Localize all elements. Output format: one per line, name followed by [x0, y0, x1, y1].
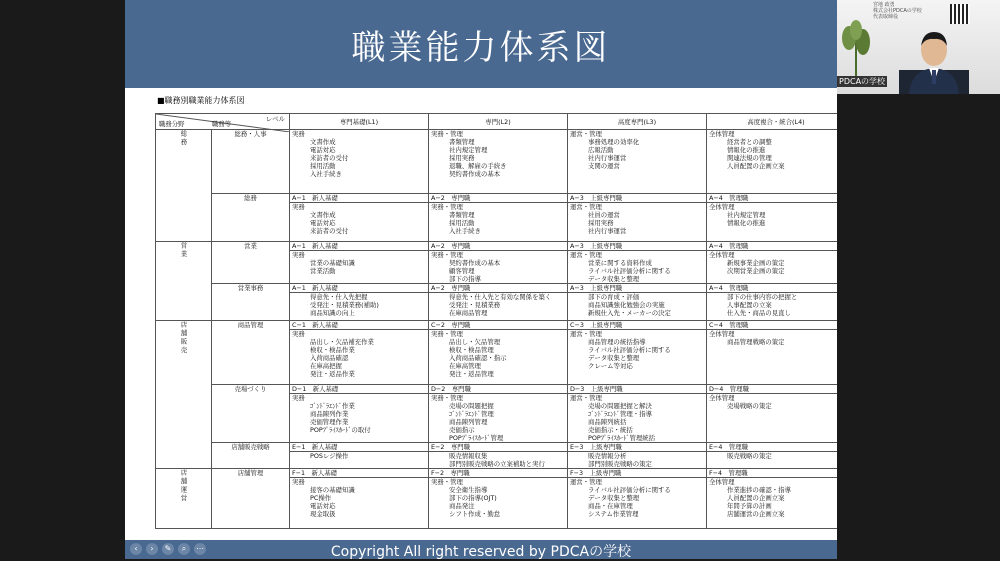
task-item: 商品知識の向上	[310, 309, 355, 317]
task-item: 部下の指導(OJT)	[449, 494, 497, 502]
task-item: 得意先・仕入先把握	[310, 293, 368, 301]
task-item: 検収・検品管理	[449, 346, 494, 354]
task-item: 支関の運営	[588, 162, 620, 170]
level-code: A−1 新人基礎	[290, 284, 428, 293]
table-row	[156, 130, 838, 194]
level-cell	[290, 443, 429, 469]
level-cell	[568, 194, 707, 242]
task-item: 関連法規の管理	[727, 154, 772, 162]
copyright-text: Copyright All right reserved by PDCAの学校	[330, 544, 632, 560]
level-cell	[429, 130, 568, 194]
header-corner	[156, 114, 290, 130]
level-code: C−2 専門職	[429, 321, 567, 330]
next-icon[interactable]: ›	[146, 543, 158, 555]
category-label: 店舗販売	[179, 321, 188, 355]
level-cell	[568, 385, 707, 443]
task-item: 採用活動	[310, 162, 336, 170]
task-item: 売価指示	[449, 426, 475, 434]
task-item: 店舗運営の企画立案	[727, 510, 785, 518]
task-item: 社内行事運営	[588, 154, 627, 162]
level-code: A−2 専門職	[429, 284, 567, 293]
task-item: 経営者との調整	[727, 138, 772, 146]
task-heading: 全体管理	[709, 478, 735, 486]
table-row	[156, 194, 838, 242]
task-item: 在庫高管理	[449, 362, 481, 370]
more-icon[interactable]: ⋯	[196, 544, 204, 553]
task-item: 販売戦略の策定	[727, 452, 772, 460]
nameplate	[873, 2, 922, 20]
table-row	[156, 385, 838, 443]
task-item: 安全衛生指導	[449, 486, 488, 494]
task-heading: 実務・管理	[431, 394, 463, 402]
task-item: 発注・返品管理	[449, 370, 494, 378]
task-item: 商品陳列作業	[310, 410, 349, 418]
corner-category-label: 職務分野	[159, 120, 185, 128]
task-item: システム作業管理	[588, 510, 639, 518]
level-cell	[290, 194, 429, 242]
webcam-overlay-label: PDCAの学校	[839, 77, 886, 86]
prev-icon[interactable]: ‹	[130, 543, 142, 555]
task-item: 入社手続き	[449, 227, 481, 235]
nameplate-line: 代表取締役	[873, 14, 899, 20]
task-item: 販売情報収集	[449, 452, 488, 460]
slide	[125, 0, 837, 559]
level-cell	[707, 385, 838, 443]
task-item: 電話対応	[310, 502, 336, 510]
task-item: 販売情報分析	[588, 452, 627, 460]
task-item: 来訪者の受付	[310, 154, 349, 162]
task-item: 入社手続き	[310, 170, 342, 178]
level-code: A−3 上級専門職	[568, 194, 706, 203]
presenter-avatar	[899, 22, 969, 94]
task-item: 事務処理の効率化	[588, 138, 640, 146]
table-row	[156, 321, 838, 385]
level-cell	[429, 194, 568, 242]
task-heading: 運営・管理	[570, 478, 602, 486]
task-heading: 実務	[292, 394, 305, 402]
job-label: 総務・人事	[212, 130, 290, 194]
level-cell	[568, 321, 707, 385]
category-cell	[156, 469, 212, 529]
level-cell	[707, 194, 838, 242]
level-code: A−4 管理職	[707, 242, 837, 251]
task-item: 営業の基礎知識	[310, 259, 355, 267]
task-item: 来訪者の受付	[310, 227, 349, 235]
level-code: C−1 新人基礎	[290, 321, 428, 330]
level-code: F−4 管理職	[707, 469, 837, 478]
task-item: 人員配置の企画立案	[727, 162, 785, 170]
level-code: A−1 新人基礎	[290, 242, 428, 251]
category-label: 総務	[179, 130, 188, 147]
task-heading: 実務	[292, 330, 305, 338]
task-heading: 実務・管理	[431, 130, 463, 138]
task-item: 受発注・見積業務	[449, 301, 501, 309]
task-item: 電話対応	[310, 146, 336, 154]
task-item: 部門別販売戦略の策定	[588, 460, 652, 468]
task-item: 商品・在庫管理	[588, 502, 633, 510]
task-item: 発注・返品作業	[310, 370, 355, 378]
level-cell	[707, 321, 838, 385]
task-item: 商品陳列統括	[588, 418, 627, 426]
level-cell	[568, 469, 707, 529]
level-code: D−3 上級専門職	[568, 385, 706, 394]
level-code: A−2 専門職	[429, 194, 567, 203]
task-item: POSレジ操作	[310, 452, 349, 460]
task-item: データ収集と整理	[588, 275, 640, 283]
task-item: 入荷商品確認	[310, 354, 349, 362]
zoom-icon[interactable]: ⌕	[178, 543, 190, 555]
task-heading: 運営・管理	[570, 330, 602, 338]
level-cell	[429, 385, 568, 443]
task-item: 在庫高把握	[310, 362, 342, 370]
job-label: 営業事務	[212, 284, 290, 321]
slide-footer	[125, 540, 837, 559]
task-item: 接客の基礎知識	[310, 486, 355, 494]
task-item: ライバル社評価分析に関する	[588, 486, 671, 494]
task-item: 書類管理	[449, 138, 475, 146]
task-item: 社員の運営	[588, 211, 620, 219]
task-item: 売価指示・統括	[588, 426, 633, 434]
task-item: クレーム等対応	[588, 362, 633, 370]
task-heading: 運営・管理	[570, 394, 602, 402]
task-heading: 全体管理	[709, 394, 735, 402]
level-code: A−3 上級専門職	[568, 284, 706, 293]
table-row	[156, 469, 838, 529]
slide-title: 職業能力体系図	[351, 27, 611, 68]
task-item: ライバル社評価分析に関する	[588, 267, 671, 275]
level-code: E−4 管理職	[707, 443, 837, 452]
task-item: シフト作成・勤怠	[449, 510, 501, 518]
task-item: POPﾌﾟﾗｲｽｶｰﾄﾞの取付	[310, 426, 371, 434]
task-item: 仕入先・商品の見直し	[727, 309, 791, 317]
task-heading: 実務・管理	[431, 330, 463, 338]
task-item: 商品管理の統括指導	[588, 338, 646, 346]
nameplate-line: 株式会社PDCAの学校	[873, 8, 922, 14]
task-item: 広報活動	[588, 146, 614, 154]
title-bar	[125, 0, 837, 88]
task-heading: 運営・管理	[570, 203, 602, 211]
pen-icon[interactable]: ✎	[162, 543, 174, 555]
task-heading: 運営・管理	[570, 130, 602, 138]
task-heading: 全体管理	[709, 251, 735, 259]
level-code: D−2 専門職	[429, 385, 567, 394]
category-cell	[156, 321, 212, 469]
level-cell	[290, 385, 429, 443]
task-heading: 実務・管理	[431, 251, 463, 259]
task-item: 品出し・欠品補充作業	[310, 338, 374, 346]
level-cell	[290, 242, 429, 284]
table-row	[156, 284, 838, 321]
corner-job-label: 職務等	[212, 120, 232, 128]
column-header: 高度複合・統合(L4)	[707, 114, 838, 130]
level-cell	[429, 321, 568, 385]
level-cell	[290, 469, 429, 529]
corner-level-label: レベル	[265, 115, 285, 123]
level-cell	[568, 242, 707, 284]
task-heading: 全体管理	[709, 203, 735, 211]
level-cell	[707, 443, 838, 469]
task-heading: 運営・管理	[570, 251, 602, 259]
level-cell	[429, 443, 568, 469]
level-code: D−4 管理職	[707, 385, 837, 394]
level-code: A−2 専門職	[429, 242, 567, 251]
level-code: E−3 上級専門職	[568, 443, 706, 452]
task-item: 情報化の推進	[727, 219, 766, 227]
task-item: 現金取扱	[310, 510, 336, 518]
level-cell	[707, 469, 838, 529]
level-code: A−4 管理職	[707, 284, 837, 293]
task-item: 商品陳列管理	[449, 418, 488, 426]
column-header: 専門基礎(L1)	[290, 114, 429, 130]
plant-icon	[841, 20, 871, 80]
level-code: E−2 専門職	[429, 443, 567, 452]
task-item: ｺﾞﾝﾄﾞﾗｴﾝﾄﾞ管理・指導	[588, 410, 652, 418]
task-item: 商品知識強化勉強会の実施	[588, 301, 665, 309]
task-item: 書類管理	[449, 211, 475, 219]
task-item: データ収集と整理	[588, 494, 640, 502]
task-item: 部門別販売戦略の立案補助と実行	[449, 460, 545, 468]
level-cell	[568, 130, 707, 194]
category-cell	[156, 242, 212, 321]
task-item: 営業活動	[310, 267, 336, 275]
task-item: 品出し・欠品管理	[449, 338, 501, 346]
table-header-row	[156, 114, 838, 130]
task-heading: 実務・管理	[431, 203, 463, 211]
job-label: 店舗販売戦略	[212, 443, 290, 469]
task-item: 売場の問題把握	[449, 402, 494, 410]
task-item: 文書作成	[310, 211, 336, 219]
level-cell	[290, 130, 429, 194]
level-cell	[290, 284, 429, 321]
task-item: 新規事業企画の策定	[727, 259, 785, 267]
task-item: 入荷商品確認・指示	[449, 354, 507, 362]
task-item: 作業進捗の確認・指導	[727, 486, 791, 494]
task-item: 契約書作成の基本	[449, 259, 501, 267]
task-heading: 全体管理	[709, 330, 735, 338]
task-item: 部下の指導	[449, 275, 481, 283]
job-label: 売場づくり	[212, 385, 290, 443]
task-item: 電話対応	[310, 219, 336, 227]
level-code: D−1 新人基礎	[290, 385, 428, 394]
task-item: ｺﾞﾝﾄﾞﾗｴﾝﾄﾞ管理	[449, 410, 494, 418]
level-cell	[568, 443, 707, 469]
task-heading: 実務・管理	[431, 478, 463, 486]
task-item: 在庫商品管理	[449, 309, 488, 317]
job-label: 営業	[212, 242, 290, 284]
table-row	[156, 443, 838, 469]
level-cell	[568, 284, 707, 321]
task-item: 新規仕入先・メーカーの決定	[588, 309, 671, 317]
task-item: 商品管理戦略の策定	[727, 338, 785, 346]
task-heading: 実務	[292, 203, 305, 211]
task-item: 契約書作成の基本	[449, 170, 501, 178]
category-label: 営業	[179, 242, 188, 259]
task-item: 社内行事運営	[588, 227, 627, 235]
level-code: F−1 新人基礎	[290, 469, 428, 478]
level-cell	[707, 242, 838, 284]
task-heading: 実務	[292, 478, 305, 486]
task-heading: 実務	[292, 130, 305, 138]
task-item: 社内規定管理	[449, 146, 488, 154]
task-item: 顧客管理	[449, 267, 475, 275]
slide-subtitle: ■職務別職業能力体系図	[157, 96, 245, 105]
task-item: 検収・検品作業	[310, 346, 355, 354]
task-item: 社内規定管理	[727, 211, 766, 219]
task-item: 人事配置の立案	[727, 301, 772, 309]
job-label: 店舗管理	[212, 469, 290, 529]
task-item: 採用活動	[449, 219, 475, 227]
column-header: 高度専門(L3)	[568, 114, 707, 130]
task-item: 商品発注	[449, 502, 475, 510]
level-cell	[429, 284, 568, 321]
ability-table	[155, 113, 837, 529]
task-item: 売場戦略の策定	[727, 402, 772, 410]
level-code: A−4 管理職	[707, 194, 837, 203]
task-item: 売価管理作業	[310, 418, 349, 426]
task-item: 情報化の推進	[727, 146, 766, 154]
task-item: ｺﾞﾝﾄﾞﾗｴﾝﾄﾞ作業	[310, 402, 355, 410]
task-item: 部下の育成・評価	[588, 293, 640, 301]
task-item: データ収集と整理	[588, 354, 640, 362]
task-item: 得意先・仕入先と有効な関係を築く	[449, 293, 552, 301]
task-item: 年間予算の計画	[727, 502, 772, 510]
task-item: ライバル社評価分析に関する	[588, 346, 671, 354]
task-item: 人員配置の企画立案	[727, 494, 785, 502]
task-heading: 実務	[292, 251, 305, 259]
level-code: A−3 上級専門職	[568, 242, 706, 251]
task-item: POPﾌﾟﾗｲｽｶｰﾄﾞ管理	[449, 434, 504, 442]
level-code: C−3 上級専門職	[568, 321, 706, 330]
job-label: 商品管理	[212, 321, 290, 385]
task-item: PC操作	[310, 494, 332, 502]
level-code: F−3 上級専門職	[568, 469, 706, 478]
slide-controls	[130, 543, 206, 555]
level-cell	[429, 469, 568, 529]
level-code: F−2 専門職	[429, 469, 567, 478]
job-label: 総務	[212, 194, 290, 242]
column-header: 専門(L2)	[429, 114, 568, 130]
table-row	[156, 242, 838, 284]
level-code: E−1 新人基礎	[290, 443, 428, 452]
task-item: POPﾌﾟﾗｲｽｶｰﾄﾞ管理統括	[588, 434, 656, 442]
task-heading: 全体管理	[709, 130, 735, 138]
level-code: C−4 管理職	[707, 321, 837, 330]
category-label: 店舗運営	[179, 469, 188, 503]
level-cell	[707, 130, 838, 194]
task-item: 文書作成	[310, 138, 336, 146]
task-item: 受発注・見積業務(補助)	[310, 301, 379, 309]
level-cell	[290, 321, 429, 385]
task-item: 採用実務	[588, 219, 614, 227]
qr-code-icon	[950, 4, 970, 24]
task-item: 採用実務	[449, 154, 475, 162]
task-item: 営業に関する資料作成	[588, 259, 652, 267]
level-cell	[429, 242, 568, 284]
level-cell	[707, 284, 838, 321]
nameplate-line: 宮地 政勇	[873, 2, 895, 8]
category-cell	[156, 130, 212, 242]
task-item: 次期営業企画の策定	[727, 267, 785, 275]
level-code: A−1 新人基礎	[290, 194, 428, 203]
task-item: 退職、解雇の手続き	[449, 162, 507, 170]
task-item: 部下の仕事内容の把握と	[727, 293, 798, 301]
webcam-tile	[837, 0, 1000, 94]
task-item: 売場の問題把握と解決	[588, 402, 652, 410]
